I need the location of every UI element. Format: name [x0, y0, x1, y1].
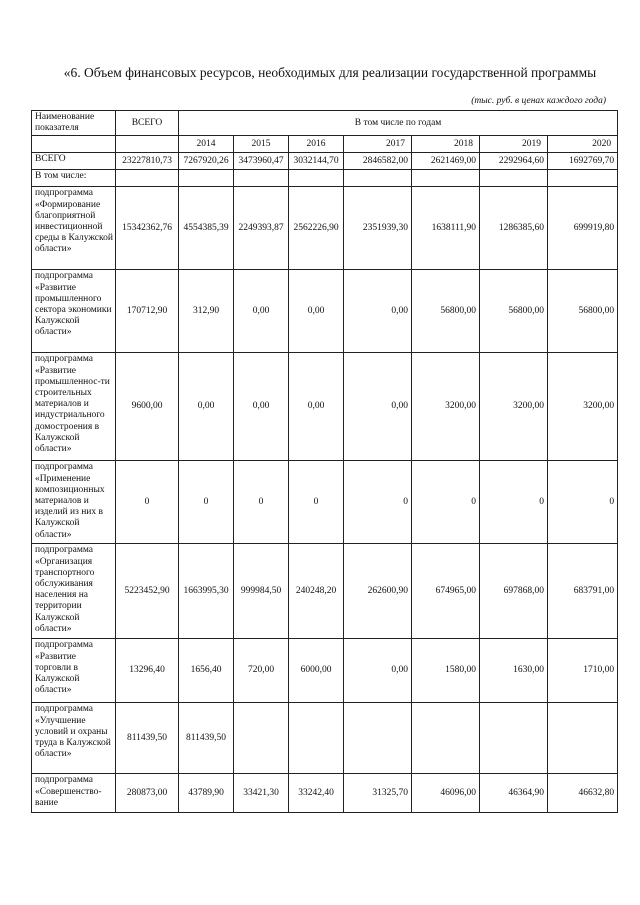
year-value: 699919,80: [548, 187, 618, 270]
year-value: 0,00: [344, 270, 412, 353]
year-value: 2351939,30: [344, 187, 412, 270]
year-value: 0,00: [289, 270, 344, 353]
year-value: 312,90: [179, 270, 234, 353]
header-total: ВСЕГО: [116, 111, 179, 136]
year-value: 0: [548, 461, 618, 544]
year-header: 2017: [344, 136, 412, 153]
year-value: 1692769,70: [548, 153, 618, 170]
year-value: 674965,00: [412, 544, 480, 639]
row-total: 23227810,73: [116, 153, 179, 170]
year-value: 1630,00: [480, 639, 548, 703]
year-value: 0: [480, 461, 548, 544]
year-value: [289, 703, 344, 774]
year-value: [412, 703, 480, 774]
year-value: 0,00: [234, 353, 289, 461]
subprogram-row: [32, 544, 618, 639]
year-value: 720,00: [234, 639, 289, 703]
subprogram-row: [32, 703, 618, 774]
row-total: 811439,50: [116, 703, 179, 774]
row-label: подпрограмма «Совершенство-вание: [32, 774, 116, 813]
row-label: подпрограмма «Развитие торговли в Калужской области»: [32, 639, 116, 703]
subprogram-row: [32, 774, 618, 813]
year-value: 33242,40: [289, 774, 344, 813]
including-row: [32, 170, 618, 187]
year-value: 2249393,87: [234, 187, 289, 270]
year-header: 2018: [412, 136, 480, 153]
year-header: 2020: [548, 136, 618, 153]
year-value: 1663995,30: [179, 544, 234, 639]
year-header: 2014: [179, 136, 234, 153]
row-total: 0: [116, 461, 179, 544]
year-value: 46632,80: [548, 774, 618, 813]
year-value: 1580,00: [412, 639, 480, 703]
year-value: 2562226,90: [289, 187, 344, 270]
year-value: 1638111,90: [412, 187, 480, 270]
header-indicator: Наименование показателя: [32, 111, 116, 136]
year-value: [548, 703, 618, 774]
year-value: 0,00: [234, 270, 289, 353]
year-value: 0,00: [344, 353, 412, 461]
year-value: 0: [179, 461, 234, 544]
including-label: В том числе:: [32, 170, 116, 187]
year-value: 56800,00: [480, 270, 548, 353]
financing-table: [31, 110, 618, 813]
year-header: 2016: [289, 136, 344, 153]
row-total: 9600,00: [116, 353, 179, 461]
year-value: 1286385,60: [480, 187, 548, 270]
year-value: 7267920,26: [179, 153, 234, 170]
year-value: 2621469,00: [412, 153, 480, 170]
subprogram-row: [32, 461, 618, 544]
year-header: 2015: [234, 136, 289, 153]
row-total: 170712,90: [116, 270, 179, 353]
year-value: 240248,20: [289, 544, 344, 639]
year-value: 2292964,60: [480, 153, 548, 170]
year-value: 56800,00: [548, 270, 618, 353]
year-value: 33421,30: [234, 774, 289, 813]
row-label: подпрограмма «Применение композиционных материалов и изделий из них в Калужской области»: [32, 461, 116, 544]
year-header: 2019: [480, 136, 548, 153]
year-value: 1710,00: [548, 639, 618, 703]
year-value: 31325,70: [344, 774, 412, 813]
year-value: [344, 703, 412, 774]
year-value: 0,00: [289, 353, 344, 461]
row-total: 280873,00: [116, 774, 179, 813]
row-label: подпрограмма «Организация транспортного обслуживания населения на территории Калужской области»: [32, 544, 116, 639]
year-value: 0: [234, 461, 289, 544]
subprogram-row: [32, 187, 618, 270]
subprogram-row: [32, 270, 618, 353]
header-empty: [116, 136, 179, 153]
row-label: подпрограмма «Развитие промышленного сектора экономики Калужской области»: [32, 270, 116, 353]
year-value: 4554385,39: [179, 187, 234, 270]
year-value: 3200,00: [412, 353, 480, 461]
row-total: 15342362,76: [116, 187, 179, 270]
year-value: 0: [289, 461, 344, 544]
row-total: 5223452,90: [116, 544, 179, 639]
year-value: 3200,00: [548, 353, 618, 461]
year-value: 46096,00: [412, 774, 480, 813]
subprogram-row: [32, 639, 618, 703]
row-label: ВСЕГО: [32, 153, 116, 170]
document-title: «6. Объем финансовых ресурсов, необходимых для реализации государственной программы: [63, 65, 597, 80]
year-value: 262600,90: [344, 544, 412, 639]
year-value: [234, 703, 289, 774]
year-value: 0: [412, 461, 480, 544]
header-by-years: В том числе по годам: [179, 111, 618, 136]
row-label: подпрограмма «Развитие промышленнос-ти строительных материалов и индустриального домостроения в Калужской области»: [32, 353, 116, 461]
year-value: 0,00: [179, 353, 234, 461]
year-value: 3200,00: [480, 353, 548, 461]
header-empty: [32, 136, 116, 153]
total-row: [32, 153, 618, 170]
unit-note: (тыс. руб. в ценах каждого года): [471, 96, 606, 106]
year-value: 999984,50: [234, 544, 289, 639]
year-value: 56800,00: [412, 270, 480, 353]
year-value: 811439,50: [179, 703, 234, 774]
year-value: 46364,90: [480, 774, 548, 813]
year-value: 0,00: [344, 639, 412, 703]
subprogram-row: [32, 353, 618, 461]
year-value: 3473960,47: [234, 153, 289, 170]
year-value: 697868,00: [480, 544, 548, 639]
year-value: 1656,40: [179, 639, 234, 703]
year-value: 3032144,70: [289, 153, 344, 170]
row-label: подпрограмма «Формирование благоприятной инвестиционной среды в Калужской области»: [32, 187, 116, 270]
row-total: 13296,40: [116, 639, 179, 703]
year-value: 2846582,00: [344, 153, 412, 170]
year-value: [480, 703, 548, 774]
year-value: 0: [344, 461, 412, 544]
row-label: подпрограмма «Улучшение условий и охраны труда в Калужской области»: [32, 703, 116, 774]
year-value: 683791,00: [548, 544, 618, 639]
year-value: 6000,00: [289, 639, 344, 703]
year-value: 43789,90: [179, 774, 234, 813]
